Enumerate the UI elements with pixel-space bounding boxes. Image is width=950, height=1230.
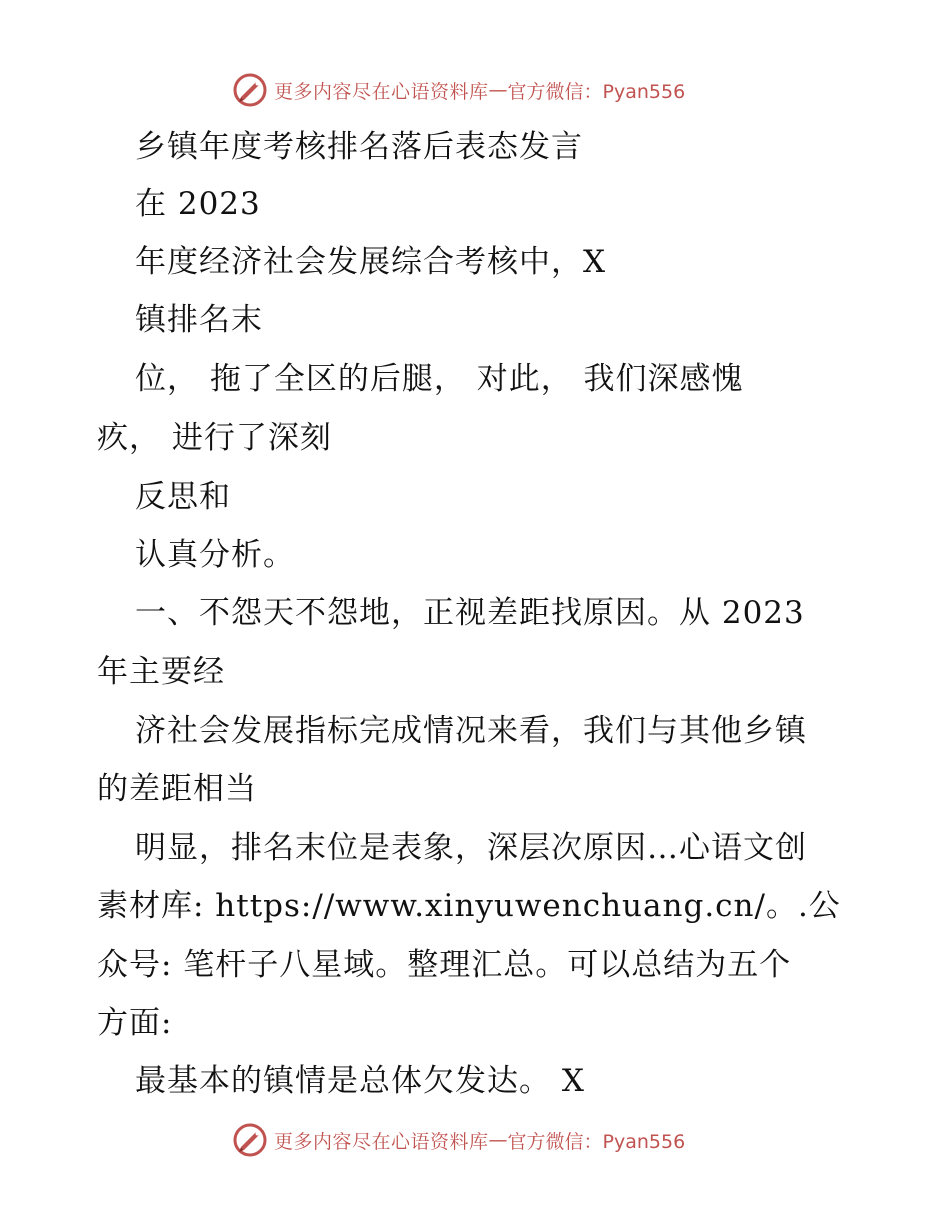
banner-wechat-id: 官方微信：Pyan556 [507,1130,686,1153]
header-watermark-banner [232,70,685,110]
banner-separator: — [488,79,508,101]
text-line: 的差距相当 [97,771,257,807]
text-line: 反思和 [135,479,231,515]
text-line: 济社会发展指标完成情况来看，我们与其他乡镇 [135,713,807,749]
text-line-url: 素材库: https://www.xinyuwenchuang.cn/。.公 [97,888,841,924]
text-line: 年度经济社会发展综合考核中，X [135,244,607,280]
text-line: 最基本的镇情是总体欠发达。 X [135,1063,585,1099]
banner-slogan: 更多内容尽在心语资料库 [274,1130,489,1153]
banner-slogan: 更多内容尽在心语资料库 [274,80,489,103]
banner-wechat-id: 官方微信：Pyan556 [507,80,686,103]
section-heading: 一、不怨天不怨地，正视差距找原因。从 2023 [135,595,805,631]
document-title: 乡镇年度考核排名落后表态发言 [135,129,583,165]
pen-logo-icon [232,72,268,108]
text-line: 明显，排名末位是表象，深层次原因…心语文创 [135,830,807,866]
text-line: 在 2023 [135,186,261,222]
pen-logo-icon [232,1122,268,1158]
footer-watermark-banner [232,1120,685,1160]
banner-separator: — [488,1129,508,1151]
text-line: 镇排名末 [135,302,263,338]
text-line: 认真分析。 [135,537,295,573]
text-line: 疚， 进行了深刻 [97,420,332,456]
text-line: 众号: 笔杆子八星域。整理汇总。可以总结为五个 [97,947,792,983]
text-line: 年主要经 [97,654,225,690]
text-line: 位， 拖了全区的后腿， 对此， 我们深感愧 [135,361,744,397]
text-line: 方面: [97,1005,173,1041]
